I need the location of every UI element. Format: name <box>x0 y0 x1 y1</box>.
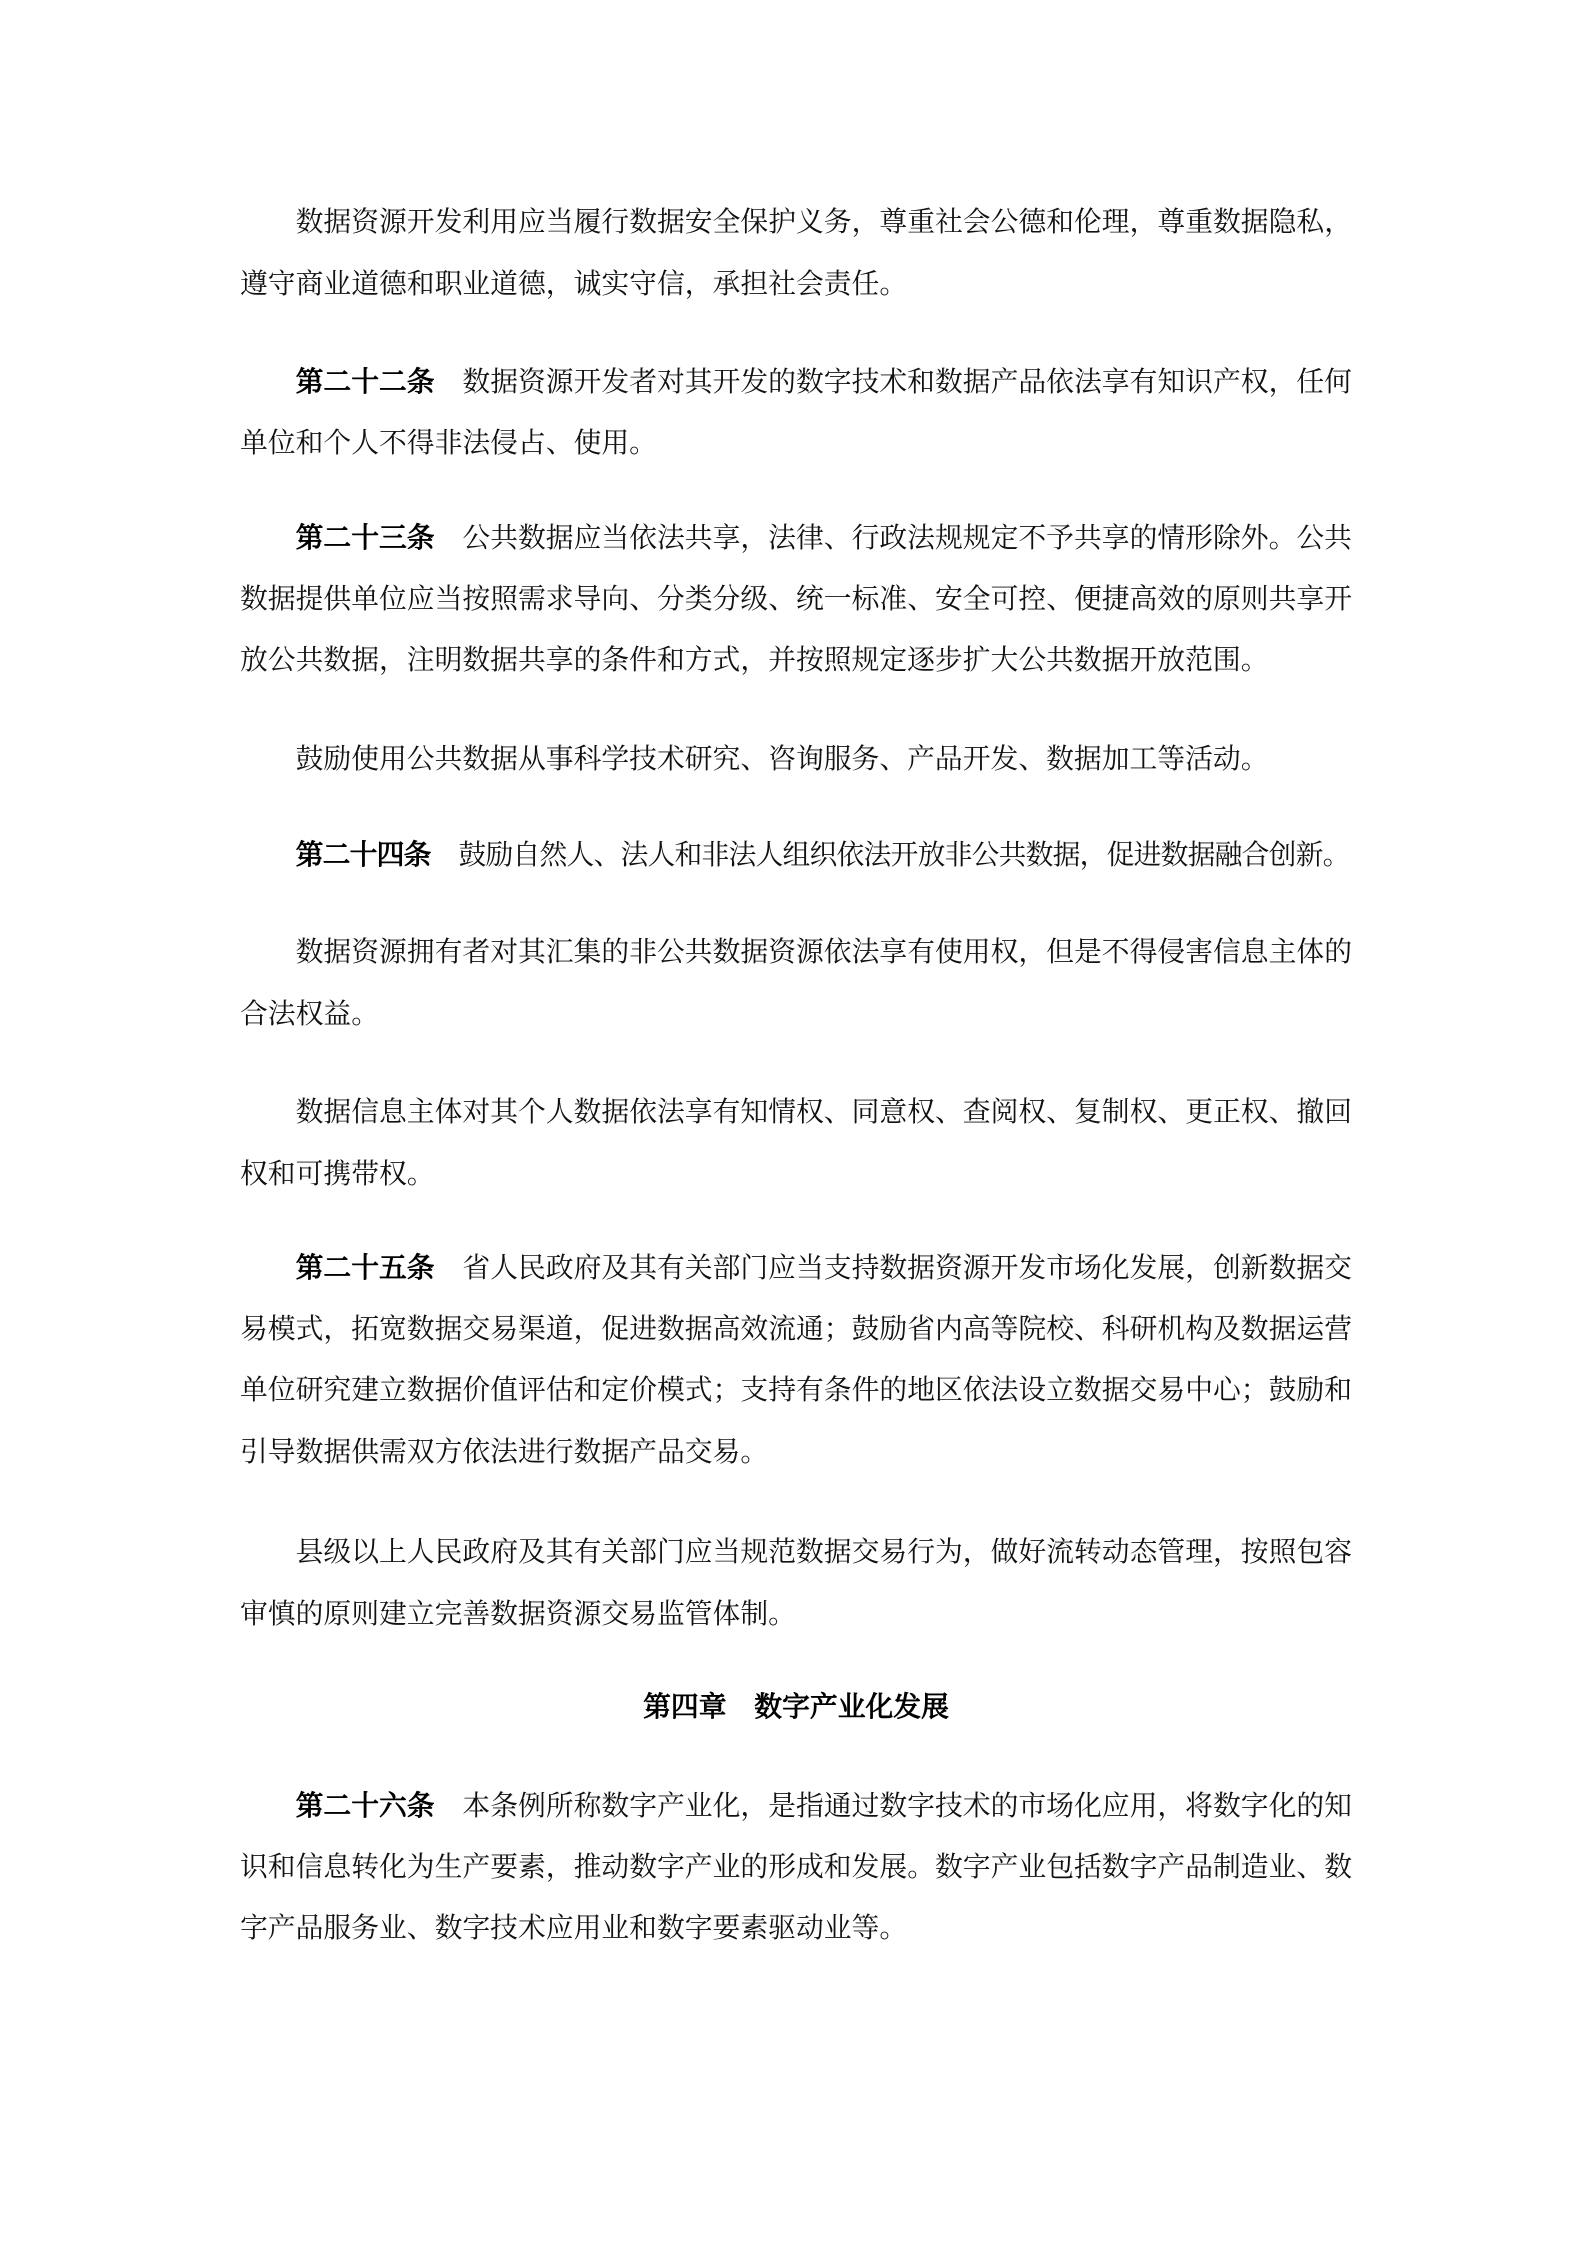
text-line: 县级以上人民政府及其有关部门应当规范数据交易行为，做好流转动态管理，按照包容 <box>295 1537 1352 1568</box>
text-line: 易模式，拓宽数据交易渠道，促进数据高效流通；鼓励省内高等院校、科研机构及数据运营 <box>240 1313 1352 1345</box>
article-heading: 第二十六条 <box>295 1790 435 1821</box>
chapter-heading <box>240 1676 1352 1738</box>
text-line: 鼓励使用公共数据从事科学技术研究、咨询服务、产品开发、数据加工等活动。 <box>295 744 1269 775</box>
text-line: 放公共数据，注明数据共享的条件和方式，并按照规定逐步扩大公共数据开放范围。 <box>240 645 1269 676</box>
article-26 <box>240 1775 1352 1960</box>
article-24 <box>240 824 1352 886</box>
text-line <box>240 507 1352 569</box>
text-line: 合法权益。 <box>240 998 379 1030</box>
paragraph <box>240 192 1352 315</box>
text-line <box>240 351 1352 413</box>
article-25 <box>240 1237 1352 1483</box>
text-line: 数据提供单位应当按照需求导向、分类分级、统一标准、安全可控、便捷高效的原则共享开 <box>240 583 1352 615</box>
article-text: 公共数据应当依法共享，法律、行政法规规定不予共享的情形除外。公共 <box>462 523 1352 554</box>
text-line <box>240 1775 1352 1837</box>
paragraph <box>240 729 1352 791</box>
chapter-title: 数字产业化发展 <box>754 1691 949 1722</box>
text-line: 单位研究建立数据价值评估和定价模式；支持有条件的地区依法设立数据交易中心；鼓励和 <box>240 1375 1352 1406</box>
text-line: 审慎的原则建立完善数据资源交易监管体制。 <box>240 1598 796 1630</box>
article-text: 本条例所称数字产业化，是指通过数字技术的市场化应用，将数字化的知 <box>462 1791 1352 1822</box>
article-23 <box>240 507 1352 692</box>
article-heading: 第二十三条 <box>295 522 435 553</box>
text-line: 识和信息转化为生产要素，推动数字产业的形成和发展。数字产业包括数字产品制造业、数 <box>240 1851 1352 1883</box>
paragraph <box>240 922 1352 1045</box>
article-heading: 第二十二条 <box>295 366 435 397</box>
chapter-number: 第四章 <box>643 1691 727 1722</box>
article-text: 省人民政府及其有关部门应当支持数据资源开发市场化发展，创新数据交 <box>462 1253 1352 1284</box>
article-22 <box>240 351 1352 474</box>
text-line: 引导数据供需双方依法进行数据产品交易。 <box>240 1436 769 1468</box>
text-line: 数据资源拥有者对其汇集的非公共数据资源依法享有使用权，但是不得侵害信息主体的 <box>295 937 1352 968</box>
text-line: 权和可携带权。 <box>240 1158 435 1190</box>
article-heading: 第二十四条 <box>295 839 431 870</box>
text-line: 字产品服务业、数字技术应用业和数字要素驱动业等。 <box>240 1913 908 1944</box>
text-line: 数据资源开发利用应当履行数据安全保护义务，尊重社会公德和伦理，尊重数据隐私， <box>295 207 1352 238</box>
article-heading: 第二十五条 <box>295 1252 435 1283</box>
article-text: 鼓励自然人、法人和非法人组织依法开放非公共数据，促进数据融合创新。 <box>458 840 1350 871</box>
paragraph <box>240 1082 1352 1205</box>
text-line <box>240 824 1352 886</box>
article-text: 数据资源开发者对其开发的数字技术和数据产品依法享有知识产权，任何 <box>462 367 1352 398</box>
text-line: 单位和个人不得非法侵占、使用。 <box>240 427 657 459</box>
paragraph <box>240 1522 1352 1645</box>
text-line: 数据信息主体对其个人数据依法享有知情权、同意权、查阅权、复制权、更正权、撤回 <box>295 1097 1352 1128</box>
text-line: 遵守商业道德和职业道德，诚实守信，承担社会责任。 <box>240 268 908 300</box>
text-line <box>240 1237 1352 1299</box>
